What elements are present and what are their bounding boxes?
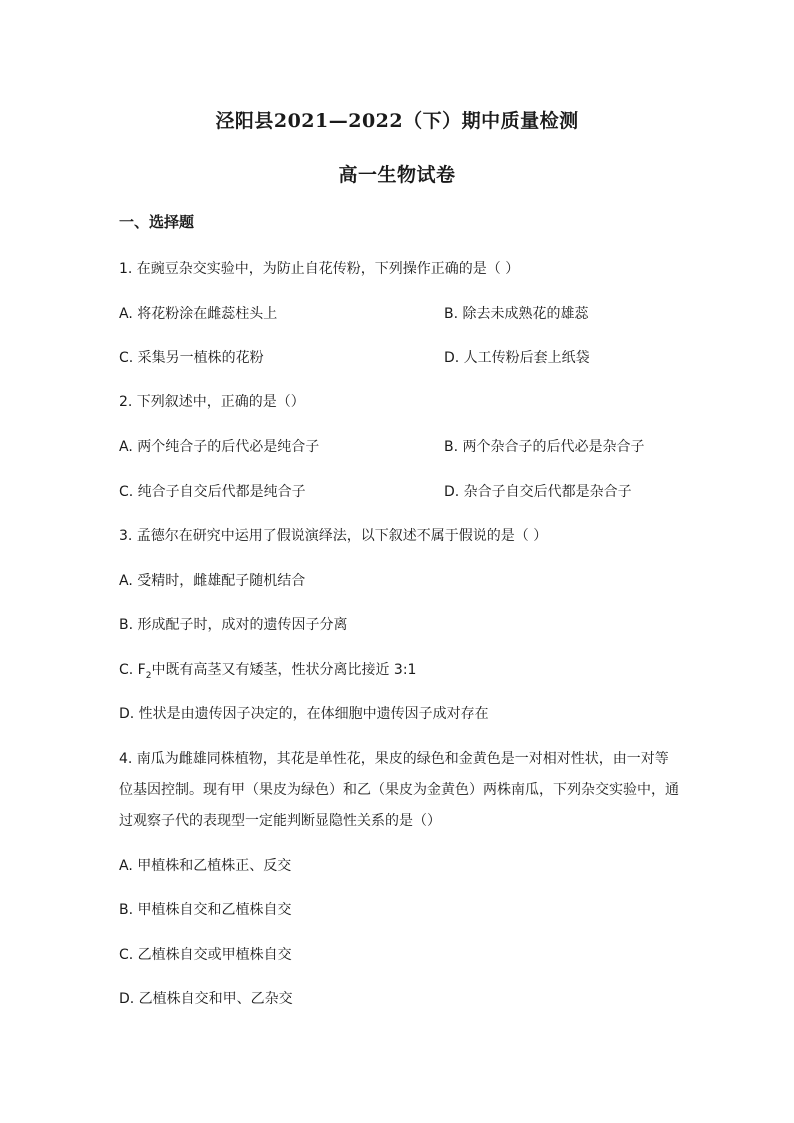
question-2-option-c: C. 纯合子自交后代都是纯合子 [119, 484, 306, 500]
subscript-2: 2 [145, 670, 152, 681]
question-4-option-c: C. 乙植株自交或甲植株自交 [119, 947, 292, 963]
question-3-option-a: A. 受精时，雌雄配子随机结合 [119, 573, 306, 589]
question-4-stem-line-3: 过观察子代的表现型一定能判断显隐性关系的是（） [119, 813, 441, 829]
question-1-option-a: A. 将花粉涂在雌蕊柱头上 [119, 306, 278, 322]
question-3-option-b: B. 形成配子时，成对的遗传因子分离 [119, 617, 348, 633]
question-4-stem-line-1: 4. 南瓜为雌雄同株植物，其花是单性花，果皮的绿色和金黄色是一对相对性状，由一对等 [119, 751, 669, 767]
question-4-option-d: D. 乙植株自交和甲、乙杂交 [119, 991, 293, 1007]
question-1-option-b: B. 除去未成熟花的雄蕊 [444, 306, 589, 322]
question-2-stem: 2. 下列叙述中，正确的是（） [119, 394, 305, 410]
question-3-option-d: D. 性状是由遗传因子决定的，在体细胞中遗传因子成对存在 [119, 706, 489, 722]
question-4-option-b: B. 甲植株自交和乙植株自交 [119, 902, 292, 918]
question-2-option-a: A. 两个纯合子的后代必是纯合子 [119, 439, 320, 455]
question-2-option-d: D. 杂合子自交后代都是杂合子 [444, 484, 632, 500]
question-3-option-c [119, 659, 416, 681]
question-2-option-b: B. 两个杂合子的后代必是杂合子 [444, 439, 645, 455]
question-1-option-d: D. 人工传粉后套上纸袋 [444, 350, 590, 366]
option-c-text: 中既有高茎又有矮茎，性状分离比接近 3:1 [151, 662, 417, 678]
section-heading: 一、选择题 [119, 213, 195, 231]
question-1-stem: 1. 在豌豆杂交实验中，为防止自花传粉，下列操作正确的是（ ） [119, 261, 520, 277]
question-4-stem-line-2: 位基因控制。现有甲（果皮为绿色）和乙（果皮为金黄色）两株南瓜，下列杂交实验中，通 [119, 782, 679, 798]
exam-title: 泾阳县2021—2022（下）期中质量检测 [215, 110, 579, 132]
exam-subtitle: 高一生物试卷 [338, 164, 456, 186]
question-1-option-c: C. 采集另一植株的花粉 [119, 350, 264, 366]
option-c-prefix: C. F [119, 662, 146, 678]
question-3-stem: 3. 孟德尔在研究中运用了假说演绎法，以下叙述不属于假说的是（ ） [119, 528, 548, 544]
question-4-option-a: A. 甲植株和乙植株正、反交 [119, 858, 292, 874]
